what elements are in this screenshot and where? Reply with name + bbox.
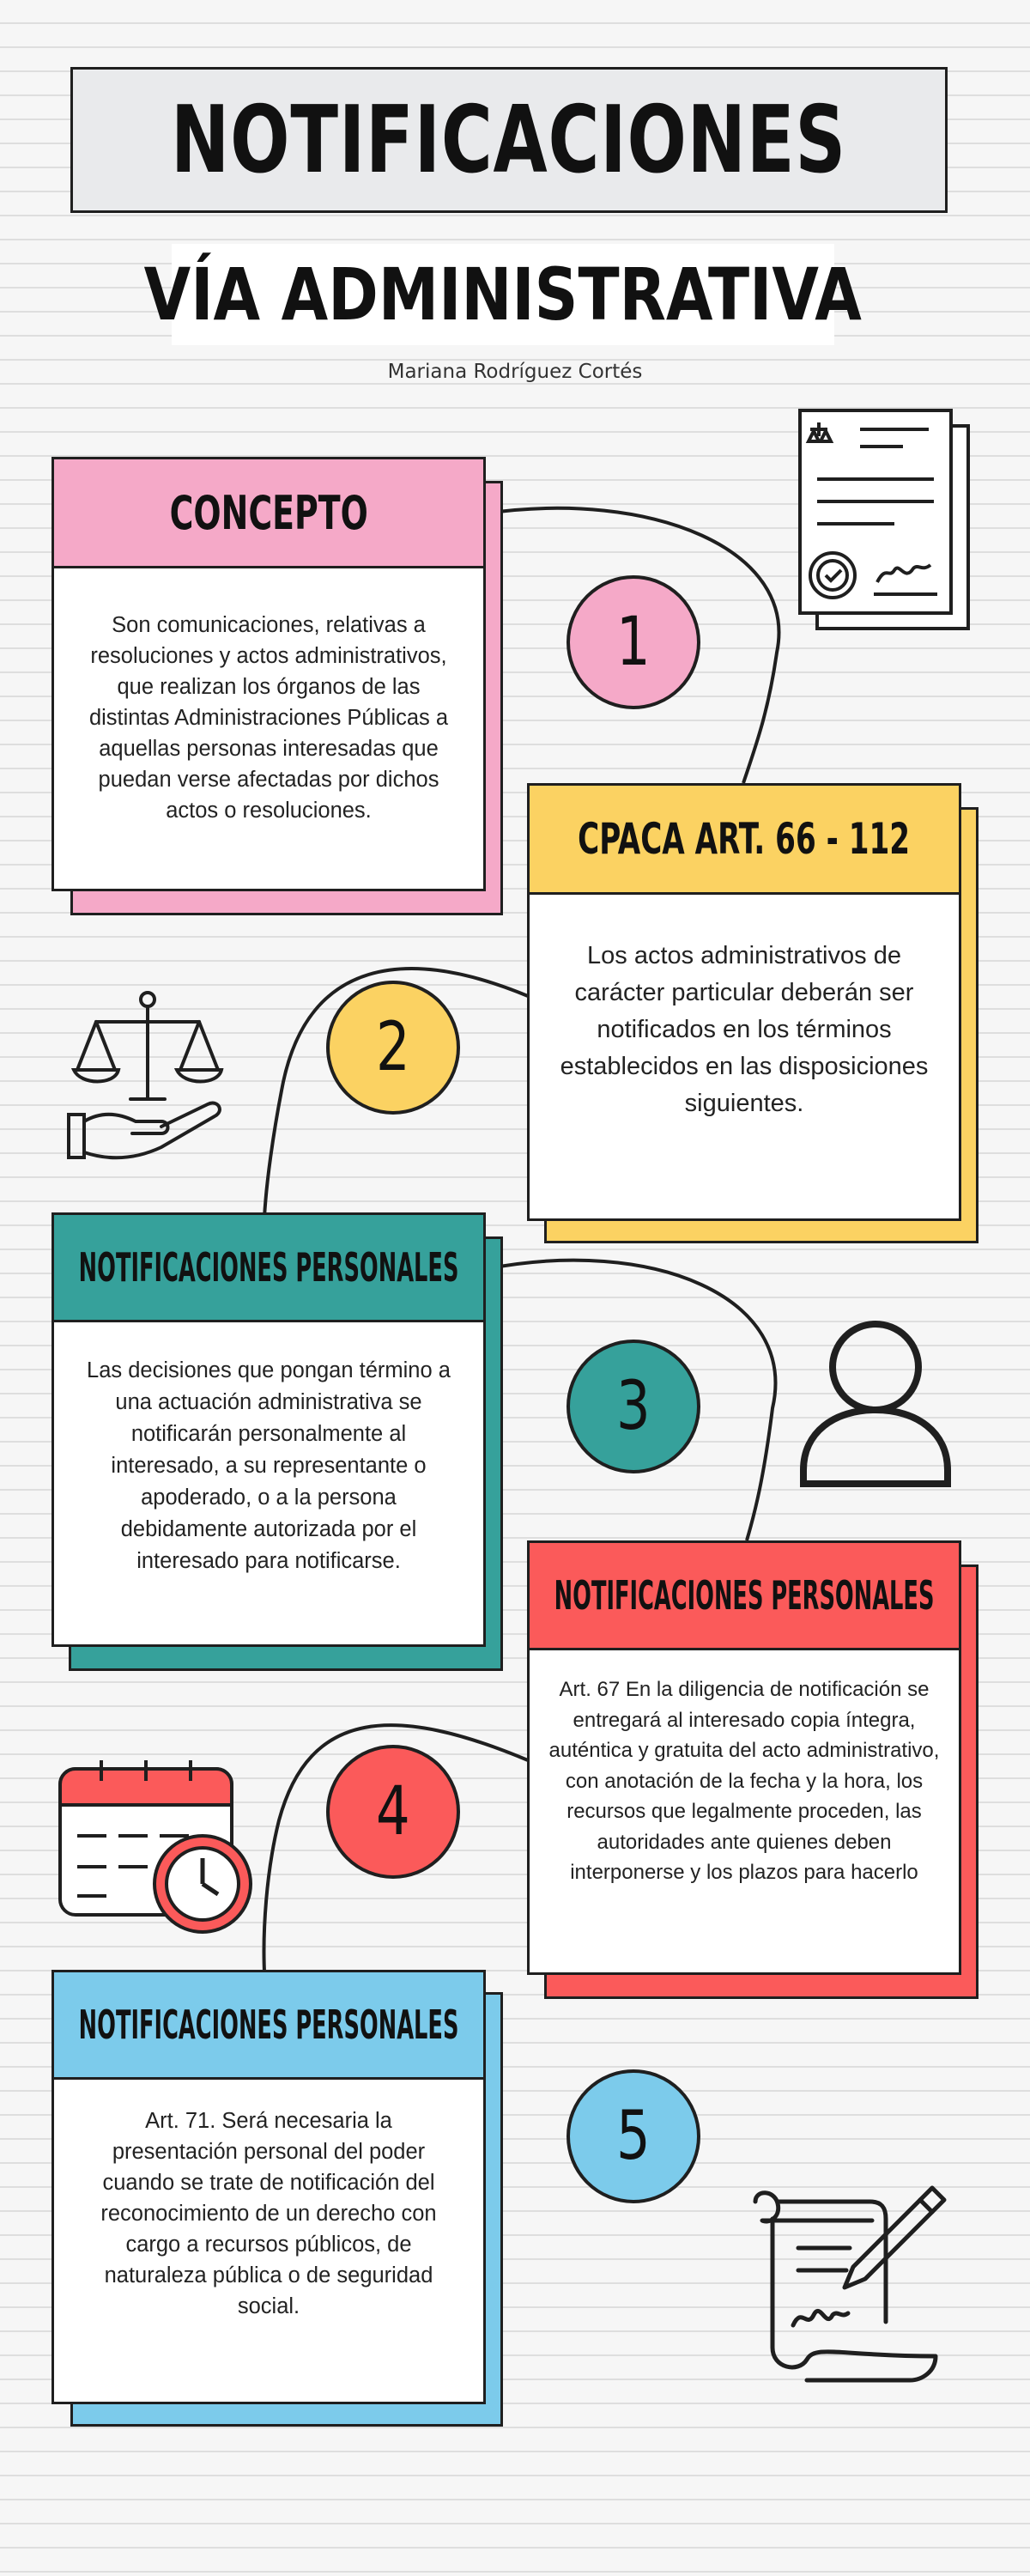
card-body (52, 1322, 486, 1647)
author-name: Mariana Rodríguez Cortés (387, 361, 643, 383)
card-body (52, 568, 486, 891)
card-header (52, 1212, 486, 1322)
title-box (70, 67, 948, 213)
card-body (527, 895, 961, 1221)
step-number-4: 4 (326, 1745, 460, 1879)
step-number-2: 2 (326, 981, 460, 1115)
legal-document-icon (791, 404, 980, 635)
card-notificaciones-2 (527, 1540, 978, 1999)
step-number-1: 1 (566, 575, 700, 709)
page-subtitle: VÍA ADMINISTRATIVA (143, 252, 863, 337)
card-header (52, 1970, 486, 2080)
card-text: Las decisiones que pongan término a una actuación administrativa se notificarán personalmente al interesado, a su representante o apoderado, o a la persona debidamente autorizada por el interesado para notificarse. (87, 1358, 451, 1573)
card-text: Art. 67 En la diligencia de notificación se entregará al interesado copia íntegra, auténtica y gratuita del acto administrativo, con anotación de la fecha y la hora, los recursos que legalmente proceden, las autoridades ante quienes deben interponerse y los plazos para hacerlo (548, 1678, 940, 1884)
card-title: CPACA ART. 66 - 112 (578, 814, 911, 864)
person-icon (790, 1314, 961, 1494)
card-title: CONCEPTO (169, 485, 368, 540)
card-body (52, 2080, 486, 2404)
card-text: Art. 71. Será necesaria la presentación personal del poder cuando se trate de notificación del reconocimiento de un derecho con cargo a recursos públicos, de naturaleza pública o de seguridad social. (100, 2109, 437, 2318)
card-cpaca (527, 783, 978, 1243)
card-text: Son comunicaciones, relativas a resoluciones y actos administrativos, que realizan los órganos de las distintas Administraciones Públicas a aquellas personas interesadas que puedan verse afectadas por dichos actos o resoluciones. (88, 613, 449, 823)
card-header (527, 783, 961, 895)
card-text: Los actos administrativos de carácter particular deberán ser notificados en los términos establecidos en las disposiciones siguientes. (560, 942, 929, 1117)
step-number-3: 3 (566, 1340, 700, 1473)
calendar-clock-icon (48, 1753, 263, 1934)
card-body (527, 1650, 961, 1975)
page-title: NOTIFICACIONES (171, 86, 847, 194)
card-title: NOTIFICACIONES PERSONALES (554, 1572, 935, 1619)
card-header (52, 457, 486, 568)
card-notificaciones-1 (52, 1212, 503, 1671)
card-title: NOTIFICACIONES PERSONALES (78, 2002, 459, 2048)
justice-scales-hand-icon (62, 987, 233, 1168)
card-notificaciones-3 (52, 1970, 503, 2427)
subtitle-box (143, 244, 863, 345)
card-header (527, 1540, 961, 1650)
step-number-5: 5 (566, 2069, 700, 2203)
signed-scroll-icon (738, 2181, 953, 2396)
card-title: NOTIFICACIONES PERSONALES (78, 1244, 459, 1291)
card-concepto (52, 457, 503, 915)
